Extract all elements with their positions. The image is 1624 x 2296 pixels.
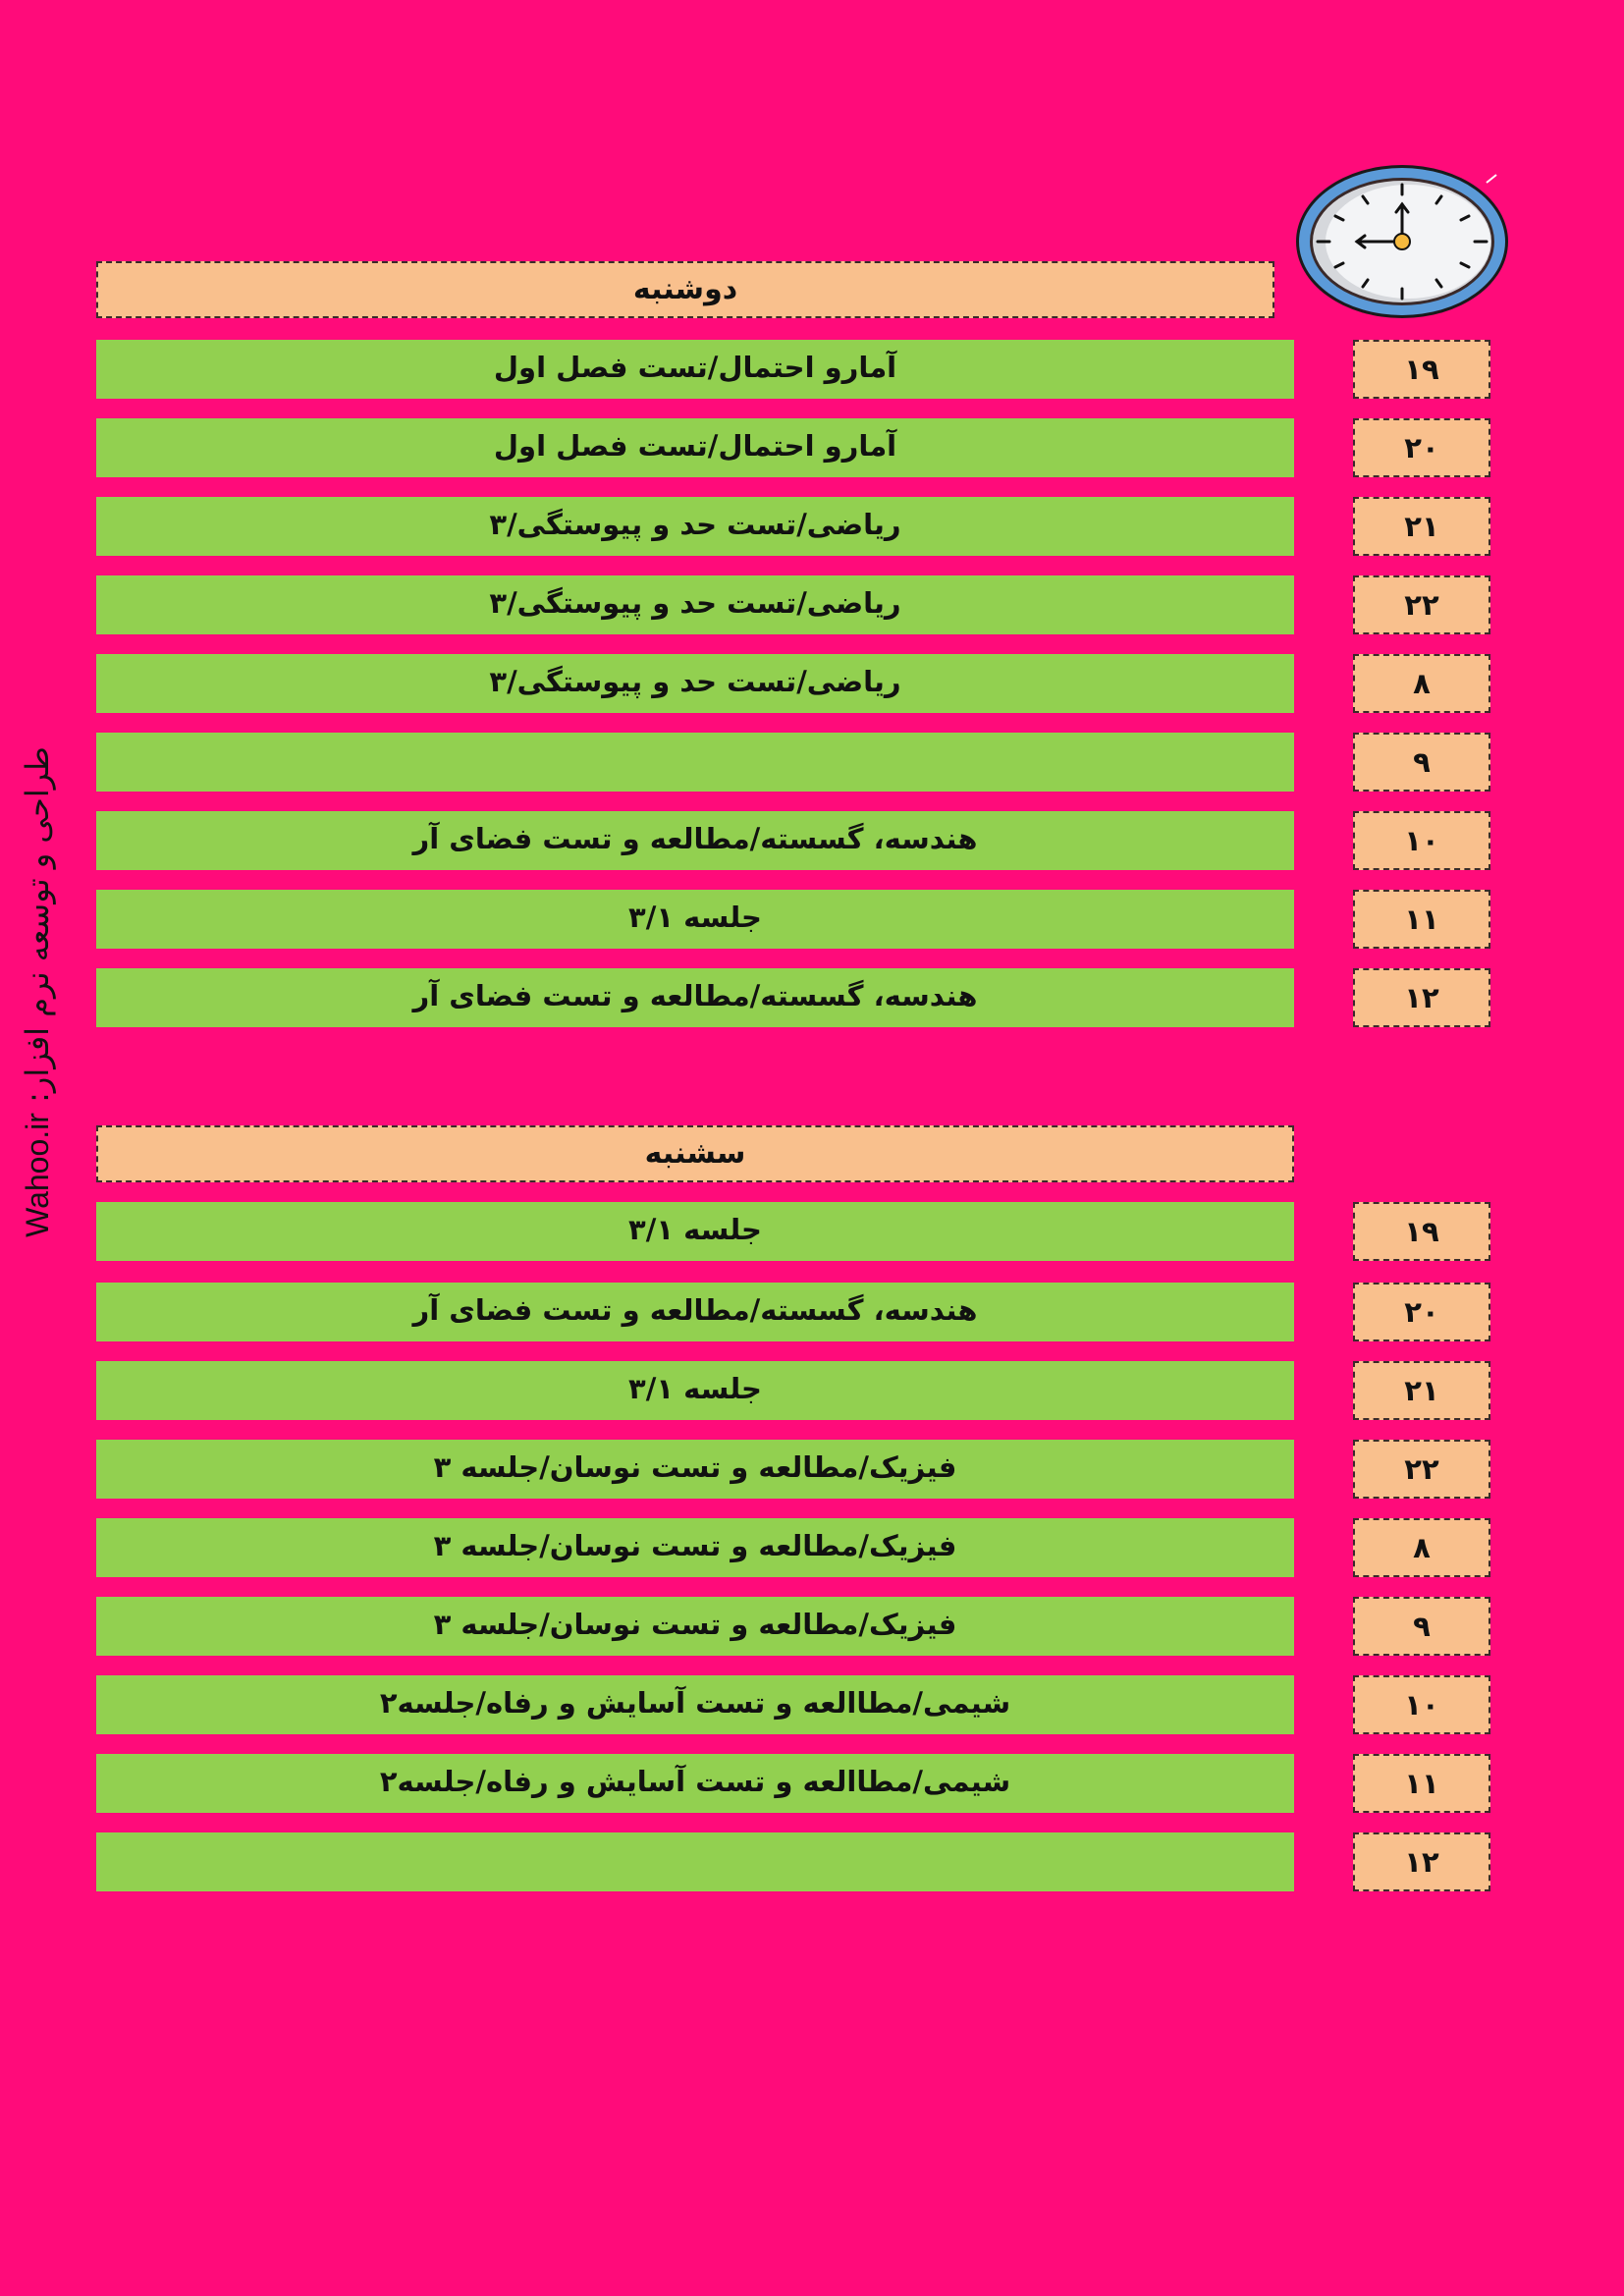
credit-site: Wahoo.ir xyxy=(20,1113,55,1237)
schedule-row xyxy=(0,1832,1624,1891)
slot-hour: ۲۰ xyxy=(1353,1283,1490,1341)
clock-icon xyxy=(1294,163,1510,320)
slot-hour: ۲۰ xyxy=(1353,418,1490,477)
slot-subject xyxy=(96,1832,1294,1891)
schedule-row xyxy=(0,340,1624,399)
slot-hour: ۲۲ xyxy=(1353,1440,1490,1499)
schedule-row xyxy=(0,1675,1624,1734)
schedule-row xyxy=(0,968,1624,1027)
slot-subject: فیزیک/مطالعه و تست نوسان/جلسه ۳ xyxy=(96,1440,1294,1499)
slot-subject: ریاضی/تست حد و پیوستگی/۳ xyxy=(96,497,1294,556)
slot-hour: ۸ xyxy=(1353,1518,1490,1577)
credit-text: طراحی و توسعه نرم افزار: xyxy=(19,746,56,1103)
schedule-row xyxy=(0,575,1624,634)
schedule-row xyxy=(0,497,1624,556)
schedule-row xyxy=(0,1440,1624,1499)
schedule-row xyxy=(0,1754,1624,1813)
schedule-row xyxy=(0,811,1624,870)
slot-hour: ۱۹ xyxy=(1353,340,1490,399)
slot-subject: جلسه ۳/۱ xyxy=(96,1202,1294,1261)
schedule-row xyxy=(0,1597,1624,1656)
slot-hour: ۲۱ xyxy=(1353,1361,1490,1420)
day-header-tuesday: سشنبه xyxy=(96,1125,1294,1182)
schedule-row xyxy=(0,1361,1624,1420)
slot-subject: فیزیک/مطالعه و تست نوسان/جلسه ۳ xyxy=(96,1518,1294,1577)
schedule-row xyxy=(0,418,1624,477)
slot-subject: ریاضی/تست حد و پیوستگی/۳ xyxy=(96,654,1294,713)
schedule-row xyxy=(0,890,1624,949)
slot-hour: ۱۹ xyxy=(1353,1202,1490,1261)
slot-hour: ۲۱ xyxy=(1353,497,1490,556)
slot-subject: فیزیک/مطالعه و تست نوسان/جلسه ۳ xyxy=(96,1597,1294,1656)
schedule-row xyxy=(0,654,1624,713)
slot-hour: ۸ xyxy=(1353,654,1490,713)
slot-hour: ۱۱ xyxy=(1353,1754,1490,1813)
slot-subject: هندسه، گسسته/مطالعه و تست فضای آر xyxy=(96,1283,1294,1341)
slot-subject: شیمی/مطاالعه و تست آسایش و رفاه/جلسه۲ xyxy=(96,1675,1294,1734)
slot-hour: ۱۱ xyxy=(1353,890,1490,949)
slot-hour: ۱۲ xyxy=(1353,1832,1490,1891)
slot-hour: ۲۲ xyxy=(1353,575,1490,634)
slot-subject xyxy=(96,733,1294,792)
slot-subject: هندسه، گسسته/مطالعه و تست فضای آر xyxy=(96,811,1294,870)
slot-hour: ۱۰ xyxy=(1353,1675,1490,1734)
slot-hour: ۱۰ xyxy=(1353,811,1490,870)
slot-subject: آمارو احتمال/تست فصل اول xyxy=(96,418,1294,477)
slot-subject: جلسه ۳/۱ xyxy=(96,890,1294,949)
slot-subject: جلسه ۳/۱ xyxy=(96,1361,1294,1420)
slot-hour: ۹ xyxy=(1353,1597,1490,1656)
schedule-row xyxy=(0,1202,1624,1261)
schedule-row xyxy=(0,1518,1624,1577)
day-header-monday: دوشنبه xyxy=(96,261,1274,318)
slot-subject: شیمی/مطاالعه و تست آسایش و رفاه/جلسه۲ xyxy=(96,1754,1294,1813)
slot-subject: هندسه، گسسته/مطالعه و تست فضای آر xyxy=(96,968,1294,1027)
slot-hour: ۹ xyxy=(1353,733,1490,792)
slot-subject: ریاضی/تست حد و پیوستگی/۳ xyxy=(96,575,1294,634)
schedule-row xyxy=(0,733,1624,792)
slot-hour: ۱۲ xyxy=(1353,968,1490,1027)
slot-subject: آمارو احتمال/تست فصل اول xyxy=(96,340,1294,399)
schedule-row xyxy=(0,1283,1624,1341)
